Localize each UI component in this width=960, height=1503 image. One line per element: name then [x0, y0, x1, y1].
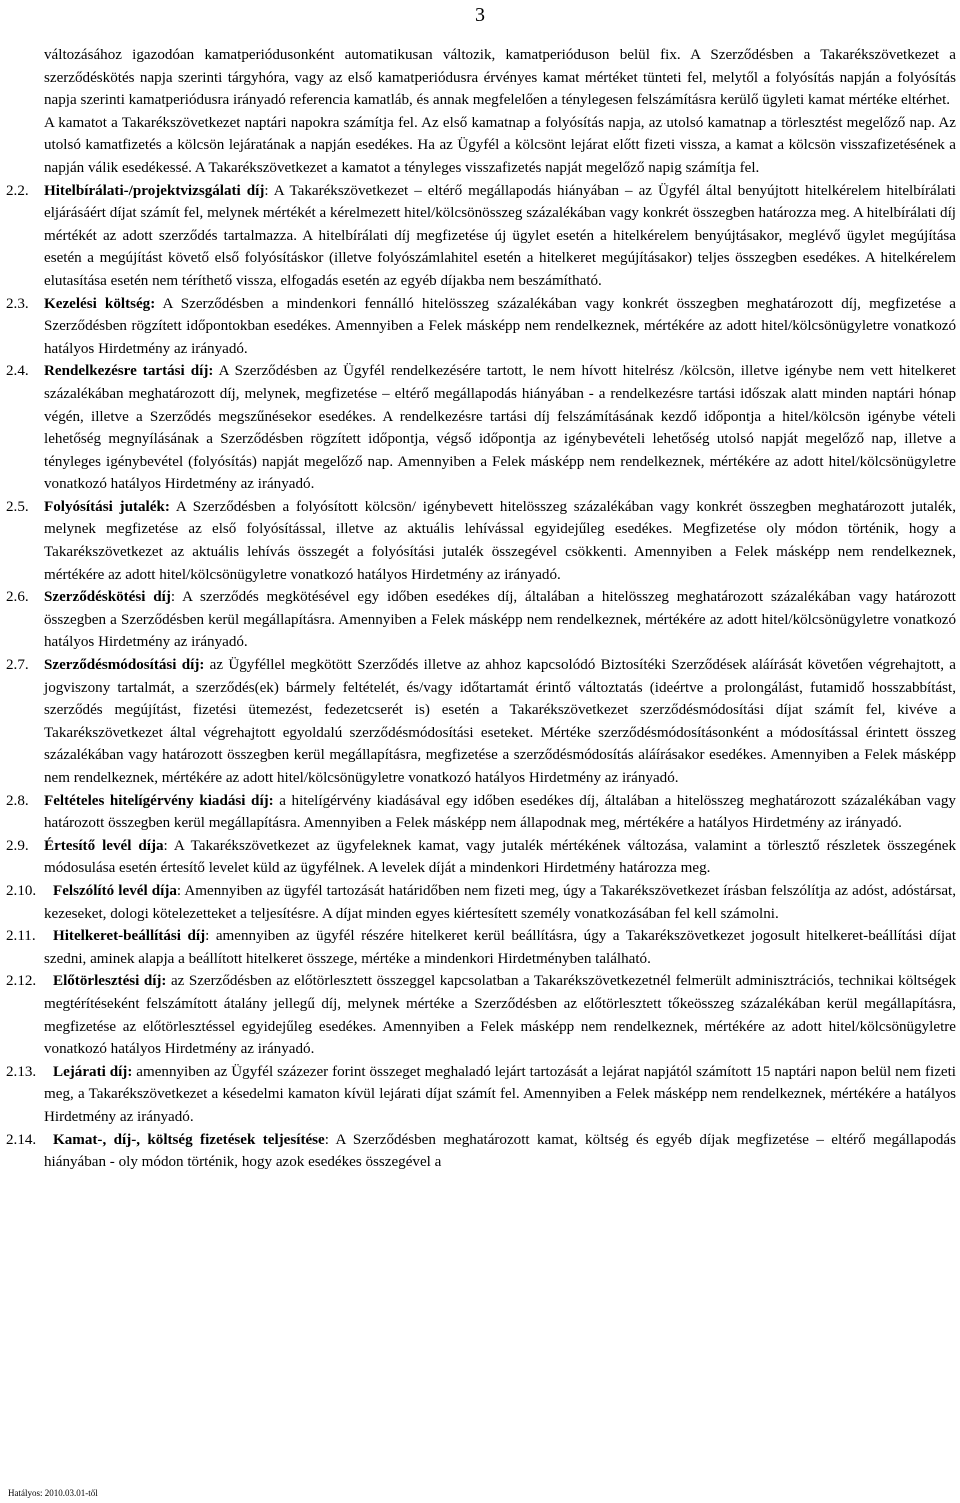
- validity-footer: Hatályos: 2010.03.01-től: [8, 1488, 98, 1498]
- clause-body-text: A Szerződésben a mindenkori fennálló hitelösszeg százalékában vagy konkrét összegben meghatározott díj, megfizetése a Szerződésben rögzített időpontokban esedékes. Amennyiben a Felek másképp nem rendelkeznek, mértékére az adott hitel/kölcsönügyletre vonatkozó hatályos Hirdetmény az irányadó.: [44, 295, 956, 357]
- clause-number: 2.5.: [6, 498, 29, 515]
- clause-number: 2.7.: [6, 657, 29, 674]
- clause-body-text: A Szerződésben meghatározott kamat, költség és egyéb díjak megfizetése – eltérő megállapodás hiányában - oly módon történik, hogy azok esedékes összegével a: [44, 1131, 956, 1171]
- page-number: 3: [475, 4, 485, 26]
- clause-body-text: a hitelígérvény kiadásával egy időben esedékes díj, általában a hitelösszeg meghatározott százalékában vagy határozott összegben kerül megállapításra. Amennyiben a Felek másképp nem állapodnak meg, mértékére a hatályos Hirdetmény az irányadó.: [44, 792, 956, 832]
- clause-item: [6, 360, 956, 496]
- clause-body-text: amennyiben az Ügyfél százezer forint összeget meghaladó lejárt tartozását a lejárat napjától számított 15 naptári napon belül nem fizeti meg, a Takarékszövetkezet a késedelmi kamaton kívül lejárati díjat számít fel. Amennyiben a Felek másképp nem rendelkeznek, mértékére a hatályos Hirdetmény az irányadó.: [44, 1063, 956, 1125]
- clause-title: Kezelési költség:: [44, 295, 156, 312]
- clause-body-text: A Takarékszövetkezet az ügyfeleknek kamat, vagy jutalék mértékének változása, valamint a törlesztő részletek összegének módosulása esetén értesítő levelet küld az ügyfélnek. A levelek díját a mindenkori Hirdetmény határozza meg.: [44, 837, 956, 877]
- clause-text: [44, 970, 956, 1060]
- clause-number: 2.4.: [6, 363, 29, 380]
- clause-item: [6, 586, 956, 654]
- clause-body-text: az Ügyféllel megkötött Szerződés illetve az ahhoz kapcsolódó Biztosítéki Szerződések aláírását követően végrehajtott, a jogviszony tartalmát, a szerződés(ek) bármely feltételét, és/vagy időtartamát érintő változtatás (ideértve a prolongálást, futamidő hosszabbítást, szerződés megújítást, fizetési ütemezést, fedezetcserét is) esetén a Takarékszövetkezet szerződésmódosítási díjat számít fel, kivéve a Takarékszövetkezet által végrehajtott egyoldalú szerződésmódosítási eseteket. Mértéke szerződésmódosításonként a módosítással érintett összeg százalékában vagy határozott összegben kerül megállapításra, megfizetése a szerződésmódosítás aláírásakor esedékes. Amennyiben a Felek másképp nem rendelkeznek, mértékére az adott hitel/kölcsönügyletre vonatkozó hatályos Hirdetmény az irányadó.: [44, 657, 957, 786]
- clause-text: [44, 880, 956, 925]
- clause-text: [44, 654, 956, 790]
- clause-title-separator: :: [264, 182, 269, 199]
- clause-number: 2.13.: [6, 1063, 37, 1080]
- intro-paragraph: A kamatot a Takarékszövetkezet naptári napokra számítja fel. Az első kamatnap a folyósítás napja, az utolsó kamatnap a törlesztést megelőző nap. Az utolsó kamatfizetés a kölcsön lejáratának a napján esedékes. Ha az Ügyfél a kölcsönt lejárat előtt fizeti vissza, a kamat a kölcsön visszafizetésének a napján válik esedékessé. A Takarékszövetkezet a kamatot a tényleges visszafizetés napját megelőző napig számítja fel.: [44, 114, 956, 176]
- clause-title: Felszólító levél díja: [53, 882, 177, 899]
- clause-text: [44, 1129, 956, 1174]
- clause-item: [6, 654, 956, 790]
- clause-title: Feltételes hitelígérvény kiadási díj:: [44, 792, 274, 809]
- clause-text: [44, 1061, 956, 1129]
- clause-title-separator: :: [324, 1131, 329, 1148]
- clause-title: Kamat-, díj-, költség fizetések teljesítése: [53, 1131, 325, 1148]
- intro-paragraph: változásához igazodóan kamatperiódusonként automatikusan változik, kamatperióduson belül fix. A Szerződésben a Takarékszövetkezet a szerződéskötés napja szerinti tárgyhóra, vagy az első kamatperiódusra érvényes kamat mértéket tünteti fel, melytől a folyósítás napján a folyósítás napja szerinti kamatperiódusra irányadó referencia kamatláb, és annak megfelelően a ténylegesen felszámításra kerülő ügyleti kamat mértéke eltérhet.: [44, 47, 956, 109]
- clause-item: [6, 496, 956, 586]
- clause-item: [6, 1061, 956, 1129]
- clause-number: 2.12.: [6, 973, 37, 990]
- clause-title: Folyósítási jutalék:: [44, 498, 170, 515]
- clause-body-text: A Takarékszövetkezet – eltérő megállapodás hiányában – az Ügyfél által benyújtott hitelkérelem hitelbírálati eljárásáért díjat számít fel, melynek mértékét a kérelmezett hitel/kölcsönösszeg százalékában vagy konkrét összegben határozza meg. A hitelbírálati díj mértékét az adott szerződés tartalmazza. A hitelbírálati díj megfizetése új ügylet esetén a hitelkérelem benyújtásakor, meglévő ügylet megújítása esetén a megújítást követő első folyósításkor (illetve folyószámlahitel esetén a hitelkeret megújításakor) teljes összegben esedékes. A hitelkérelem elutasítása esetén nem téríthető vissza, elfogadás esetén az egyéb díjakba nem beszámítható.: [44, 182, 956, 289]
- document-body: [6, 44, 956, 1174]
- clause-text: [44, 586, 956, 654]
- clause-item: [6, 925, 956, 970]
- clause-title: Szerződésmódosítási díj:: [44, 657, 205, 674]
- clause-number: 2.14.: [6, 1131, 37, 1148]
- clause-number: 2.6.: [6, 589, 29, 606]
- clause-body-text: A szerződés megkötésével egy időben esedékes díj, általában a hitelösszeg meghatározott százalékában vagy határozott összegben a Szerződésben kerül megállapításra. Amennyiben a Felek másképp nem rendelkeznek, mértékére az adott hitel/kölcsönügyletre vonatkozó hatályos Hirdetmény az irányadó.: [44, 589, 956, 651]
- clause-text: [44, 496, 956, 586]
- clause-text: [44, 293, 956, 361]
- clause-item: [6, 790, 956, 835]
- clause-text: [44, 790, 956, 835]
- clause-item: [6, 1129, 956, 1174]
- clause-title-separator: :: [163, 837, 168, 854]
- clause-number: 2.3.: [6, 295, 29, 312]
- clause-body-text: A Szerződésben az Ügyfél rendelkezésére tartott, le nem hívott hitelrész /kölcsön, illetve igénybe nem vett hitelkeret százalékában meghatározott díj, melynek, megfizetése – eltérő megállapodás hiányában - a rendelkezésre tartási időszak alatt minden naptári hónap végén, illetve a Szerződés megszűnésekor esedékes. A rendelkezésre tartási díj felszámításának kezdő időpontja a hitel/kölcsön igénybe vételi lehetőség megnyílásának a Szerződésben rögzített időpontja, végső időpontja az igénybevételi lehetőség utolsó napját megelőző nap, illetve a tényleges igénybevétel (folyósítás) napját megelőző nap. Amennyiben a Felek másképp nem rendelkeznek, mértékére az adott hitel/kölcsönügyletre vonatkozó hatályos Hirdetmény az irányadó.: [44, 363, 956, 493]
- clause-number: 2.9.: [6, 837, 29, 854]
- clause-title: Rendelkezésre tartási díj:: [44, 363, 214, 380]
- clause-title: Értesítő levél díja: [44, 837, 164, 854]
- clause-item: [6, 880, 956, 925]
- clause-item: [6, 835, 956, 880]
- clause-title: Lejárati díj:: [53, 1063, 133, 1080]
- clause-body-text: Amennyiben az ügyfél tartozását határidőben nem fizeti meg, úgy a Takarékszövetkezet írásban felszólítja az adóst, adóstársat, kezeseket, dologi kötelezetteket a teljesítésre. A díjat minden egyes kiértesített személy vonatkozásában fel kell számolni.: [44, 882, 956, 922]
- clause-title-separator: :: [205, 928, 210, 945]
- clause-title-separator: :: [170, 589, 176, 606]
- clause-body-text: amennyiben az ügyfél részére hitelkeret kerül beállításra, úgy a Takarékszövetkezet jogosult hitelkeret-beállítási díjat szedni, aminek alapja a beállított hitelkeret összege, mértéke a mindenkori Hirdetményben található.: [44, 928, 957, 967]
- clause-number: 2.10.: [6, 882, 37, 899]
- clause-item: [6, 293, 956, 361]
- clause-text: [44, 925, 956, 970]
- clause-title: Szerződéskötési díj: [44, 589, 171, 606]
- clause-title: Előtörlesztési díj:: [53, 973, 167, 990]
- clause-title: Hitelkeret-beállítási díj: [53, 928, 206, 945]
- clause-list: [6, 180, 956, 1174]
- clause-text: [44, 360, 956, 496]
- clause-body-text: A Szerződésben a folyósított kölcsön/ igénybevett hitelösszeg százalékában vagy konkrét összegben meghatározott jutalék, melynek megfizetése az első folyósítással, illetve az aktuális lehívással egyidejűleg esedékes. Megfizetése oly módon történik, hogy a Takarékszövetkezet az aktuális lehívás összegét a folyósítási jutalék összegével csökkenti. Amennyiben a Felek másképp nem rendelkeznek, mértékére az adott hitel/kölcsönügyletre vonatkozó hatályos Hirdetmény az irányadó.: [44, 498, 957, 583]
- clause-item: [6, 970, 956, 1060]
- clause-number: 2.11.: [6, 928, 36, 945]
- clause-text: [44, 835, 956, 880]
- clause-number: 2.2.: [6, 182, 29, 199]
- clause-text: [44, 180, 956, 293]
- clause-item: [6, 180, 956, 293]
- clause-title: Hitelbírálati-/projektvizsgálati díj: [44, 182, 265, 199]
- clause-number: 2.8.: [6, 792, 29, 809]
- clause-body-text: az Szerződésben az előtörlesztett összeggel kapcsolatban a Takarékszövetkezetnél felmerült adminisztrációs, technikai költségek megtérítéseként felszámított átalány jellegű díj, melynek mértéke a Szerződésben az előtörlesztett tőkeösszeg százalékában kerül megállapításra, megfizetése az előtörlesztéssel egyidejűleg esedékes. Amennyiben a Felek másképp nem rendelkeznek, mértékére az adott hitel/kölcsönügyletre vonatkozó hatályos Hirdetmény az irányadó.: [44, 973, 956, 1058]
- clause-title-separator: :: [176, 882, 182, 899]
